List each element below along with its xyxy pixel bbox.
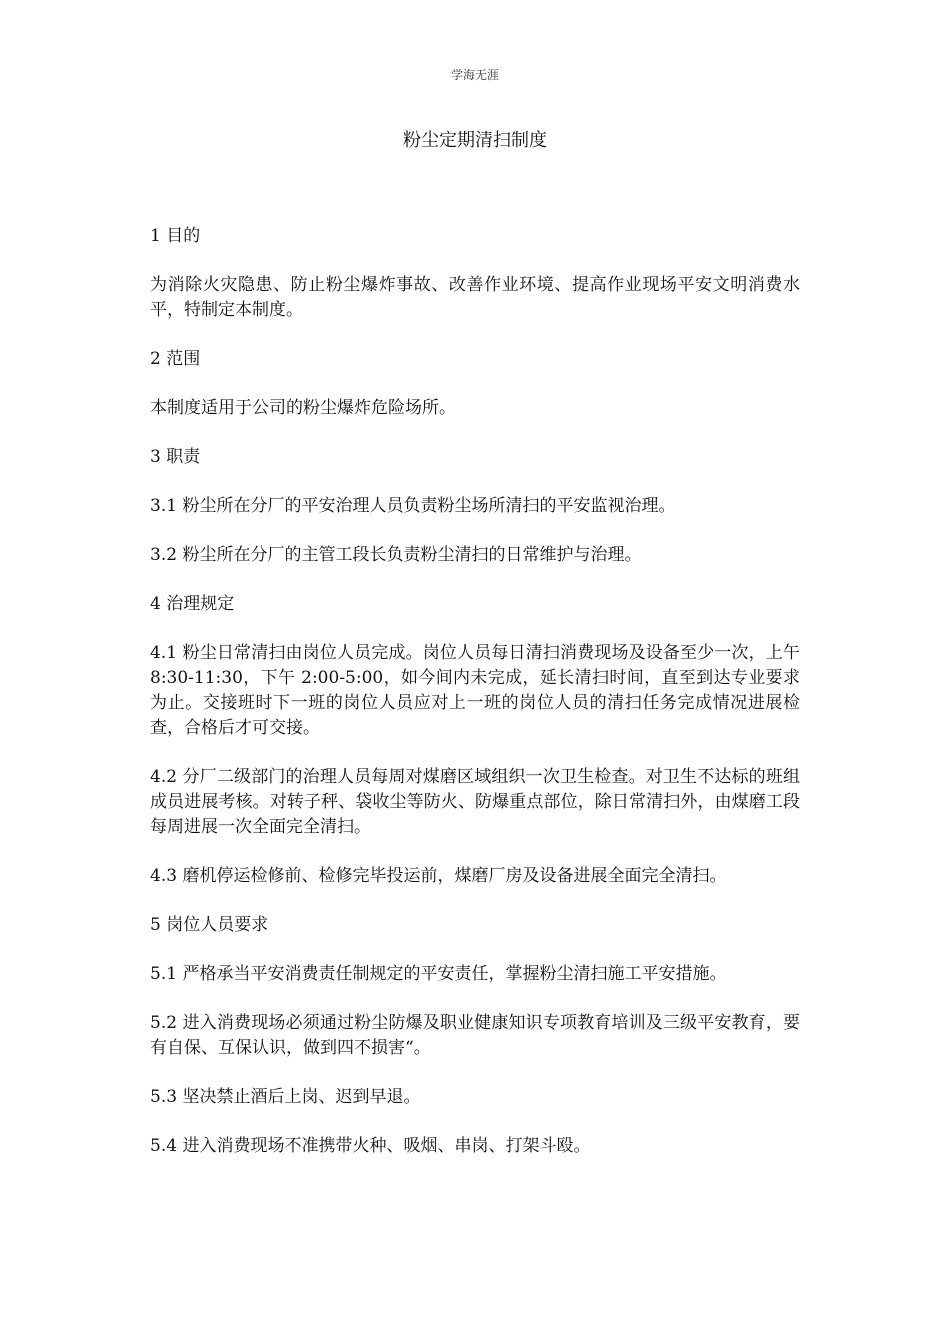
paragraph-4-2: 4.2 分厂二级部门的治理人员每周对煤磨区域组织一次卫生检查。对卫生不达标的班组成员进展考核。对转子秤、袋收尘等防火、防爆重点部位，除日常清扫外，由煤磨工段每周进展一次全面完全清扫。 bbox=[150, 767, 800, 837]
paragraph-5-3: 5.3 坚决禁止酒后上岗、迟到早退。 bbox=[150, 1087, 421, 1107]
paragraph-purpose: 为消除火灾隐患、防止粉尘爆炸事故、改善作业环境、提高作业现场平安文明消费水平，特制定本制度。 bbox=[150, 275, 800, 320]
paragraph-5-1: 5.1 严格承当平安消费责任制规定的平安责任，掌握粉尘清扫施工平安措施。 bbox=[150, 964, 727, 984]
page-header: 学海无涯 bbox=[450, 68, 499, 82]
document-title: 粉尘定期清扫制度 bbox=[403, 130, 547, 151]
paragraph-scope: 本制度适用于公司的粉尘爆炸危险场所。 bbox=[150, 398, 456, 418]
section-heading-staff-requirements: 5 岗位人员要求 bbox=[150, 915, 269, 935]
paragraph-3-2: 3.2 粉尘所在分厂的主管工段长负责粉尘清扫的日常维护与治理。 bbox=[150, 545, 642, 565]
paragraph-5-2: 5.2 进入消费现场必须通过粉尘防爆及职业健康知识专项教育培训及三级平安教育，要有自保、互保认识，做到四不损害“。 bbox=[150, 1013, 800, 1058]
section-heading-scope: 2 范围 bbox=[150, 349, 201, 369]
section-heading-responsibilities: 3 职责 bbox=[150, 447, 201, 467]
document-body bbox=[150, 224, 800, 1183]
section-heading-purpose: 1 目的 bbox=[150, 226, 201, 246]
paragraph-4-1: 4.1 粉尘日常清扫由岗位人员完成。岗位人员每日清扫消费现场及设备至少一次，上午 8:30-11:30，下午 2:00-5:00，如今间内未完成，延长清扫时间，直至到达专业要求为止。交接班时下一班的岗位人员应对上一班的岗位人员的清扫任务完成情况进展检查，合格后才可交接。 bbox=[150, 643, 800, 738]
paragraph-5-4: 5.4 进入消费现场不准携带火种、吸烟、串岗、打架斗殴。 bbox=[150, 1136, 591, 1156]
paragraph-3-1: 3.1 粉尘所在分厂的平安治理人员负责粉尘场所清扫的平安监视治理。 bbox=[150, 496, 676, 516]
paragraph-4-3: 4.3 磨机停运检修前、检修完毕投运前，煤磨厂房及设备进展全面完全清扫。 bbox=[150, 866, 727, 886]
section-heading-management-rules: 4 治理规定 bbox=[150, 594, 235, 614]
